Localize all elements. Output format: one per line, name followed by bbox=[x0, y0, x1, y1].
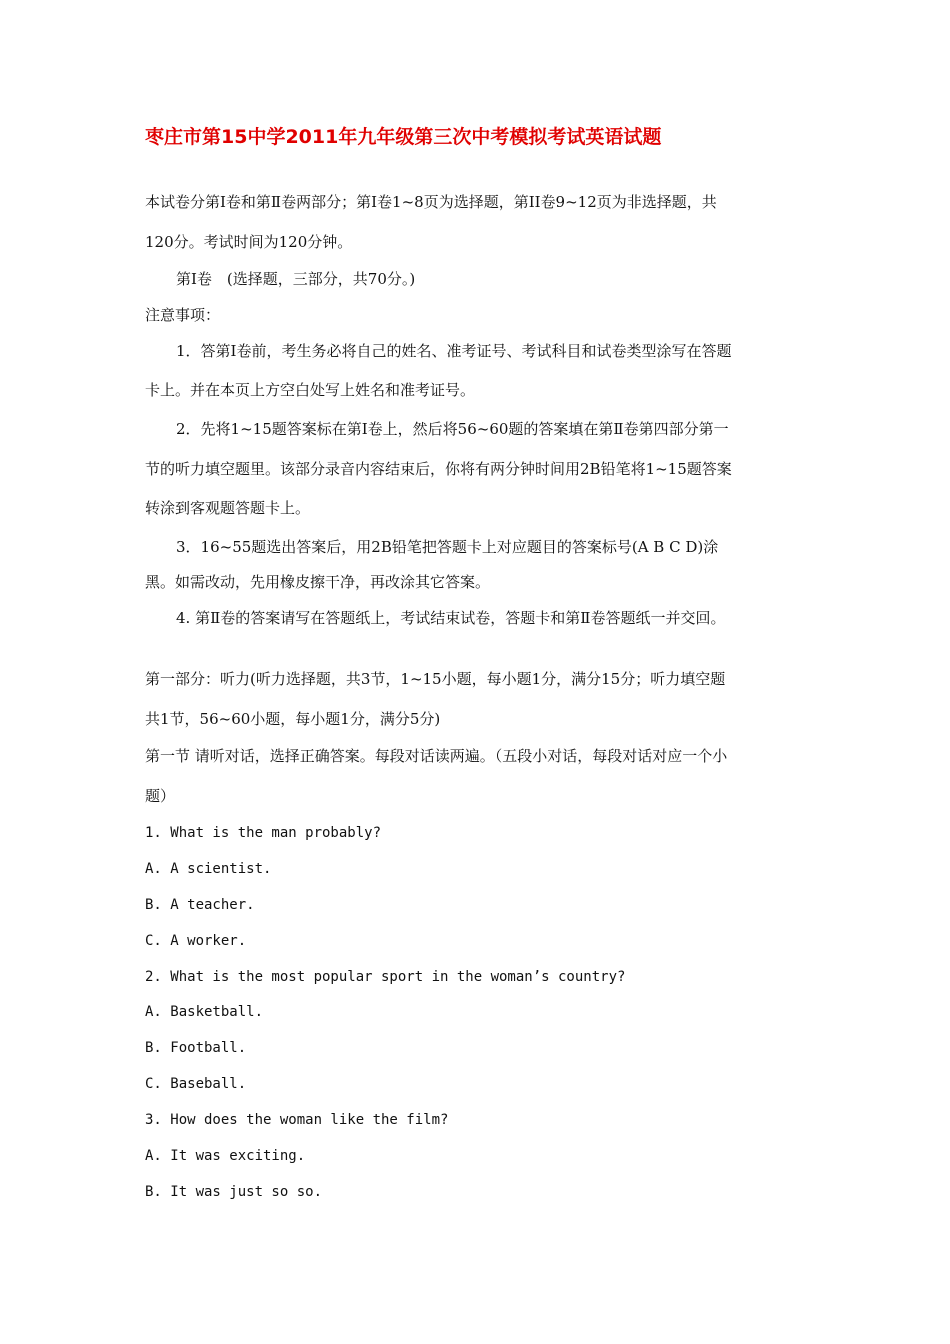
question-1-option-a: A. A scientist. bbox=[145, 861, 272, 877]
notice-item-1: 1．答第Ⅰ卷前，考生务必将自己的姓名、准考证号、考试科目和试卷类型涂写在答题 bbox=[176, 342, 732, 360]
question-3-option-a: A. It was exciting. bbox=[145, 1148, 306, 1164]
question-2: 2. What is the most popular sport in the woman’s country? bbox=[145, 969, 626, 985]
question-1-option-b: B. A teacher. bbox=[145, 897, 255, 913]
notice-item-4: 4. 第Ⅱ卷的答案请写在答题纸上，考试结束试卷，答题卡和第Ⅱ卷答题纸一并交回。 bbox=[176, 609, 726, 627]
question-1: 1. What is the man probably? bbox=[145, 825, 382, 841]
section1-instruction-line-1: 第一节 请听对话，选择正确答案。每段对话读两遍。（五段小对话，每段对话对应一个小 bbox=[145, 747, 728, 765]
question-3: 3. How does the woman like the film? bbox=[145, 1112, 449, 1128]
question-2-option-b: B. Football. bbox=[145, 1040, 247, 1056]
section-volume1-heading: 第Ⅰ卷 (选择题，三部分，共70分。) bbox=[176, 270, 416, 288]
notice-item-2-cont-2: 转涂到客观题答题卡上。 bbox=[145, 499, 311, 517]
intro-line-2: 120分。考试时间为120分钟。 bbox=[145, 233, 353, 251]
part1-heading-line-2: 共1节，56~60小题，每小题1分，满分5分) bbox=[145, 710, 441, 728]
notice-item-2: 2．先将1~15题答案标在第Ⅰ卷上，然后将56~60题的答案填在第Ⅱ卷第四部分第一 bbox=[176, 420, 729, 438]
notice-item-2-cont-1: 节的听力填空题里。该部分录音内容结束后，你将有两分钟时间用2B铅笔将1~15题答案 bbox=[145, 460, 732, 478]
question-2-option-a: A. Basketball. bbox=[145, 1004, 264, 1020]
section1-instruction-line-2: 题） bbox=[145, 787, 176, 805]
document-title: 枣庄市第15中学2011年九年级第三次中考模拟考试英语试题 bbox=[145, 126, 662, 148]
notice-heading: 注意事项： bbox=[145, 306, 221, 324]
notice-item-3-cont: 黑。如需改动，先用橡皮擦干净，再改涂其它答案。 bbox=[145, 573, 491, 591]
notice-item-1-cont: 卡上。并在本页上方空白处写上姓名和准考证号。 bbox=[145, 381, 476, 399]
question-1-option-c: C. A worker. bbox=[145, 933, 247, 949]
intro-line-1: 本试卷分第Ⅰ卷和第Ⅱ卷两部分；第Ⅰ卷1~8页为选择题，第II卷9~12页为非选择题，共 bbox=[145, 193, 717, 211]
question-2-option-c: C. Baseball. bbox=[145, 1076, 247, 1092]
part1-heading-line-1: 第一部分：听力(听力选择题，共3节，1~15小题，每小题1分，满分15分；听力填空题 bbox=[145, 670, 726, 688]
notice-item-3: 3．16~55题选出答案后，用2B铅笔把答题卡上对应题目的答案标号(A B C D)涂 bbox=[176, 538, 719, 556]
question-3-option-b: B. It was just so so. bbox=[145, 1184, 323, 1200]
